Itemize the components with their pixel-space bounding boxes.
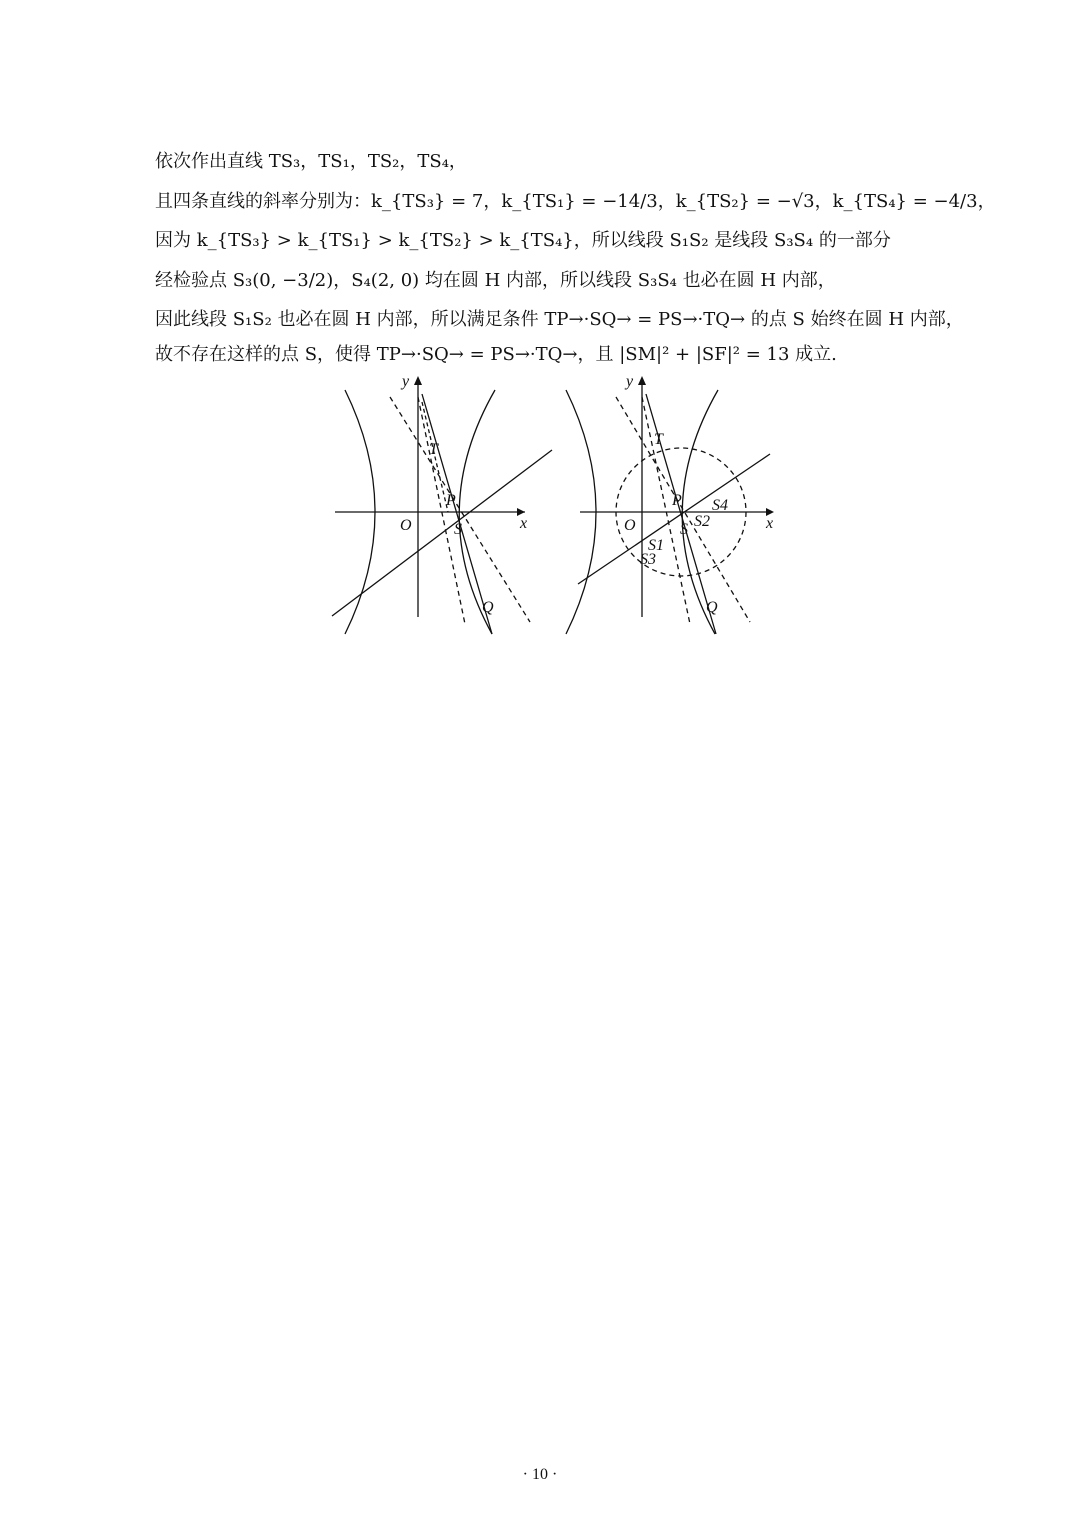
right-label-O: O [624, 517, 636, 534]
right-label-Q: Q [706, 599, 718, 616]
left-label-T: T [429, 441, 438, 458]
left-line-TQ [422, 394, 492, 634]
right-label-S1: S1 [648, 537, 664, 554]
left-dashed-line-1 [390, 397, 530, 622]
left-line-MP [332, 450, 552, 616]
text-line-4: 经检验点 S₃(0, −3/2)，S₄(2, 0) 均在圆 H 内部，所以线段 S₃S₄ 也必在圆 H 内部， [155, 270, 836, 291]
geometry-figure [330, 372, 790, 642]
right-label-P: P [672, 492, 682, 509]
left-diagram [332, 376, 552, 634]
right-label-S3: S3 [640, 551, 656, 568]
right-label-S: S [680, 521, 688, 538]
right-diagram [566, 376, 774, 634]
left-label-P: P [446, 492, 456, 509]
right-label-x: x [766, 515, 774, 532]
right-label-S2: S2 [694, 513, 710, 530]
left-label-y: y [402, 373, 410, 390]
left-y-arrow-icon [414, 376, 422, 385]
right-label-y: y [626, 373, 634, 390]
right-label-T: T [654, 431, 663, 448]
text-line-3: 因为 k_{TS₃} > k_{TS₁} > k_{TS₂} > k_{TS₄}，所以线段 S₁S₂ 是线段 S₃S₄ 的一部分 [155, 230, 891, 251]
left-dashed-line-2 [418, 397, 465, 624]
text-line-2: 且四条直线的斜率分别为：k_{TS₃} = 7，k_{TS₁} = −14/3，k_{TS₂} = −√3，k_{TS₄} = −4/3， [155, 191, 996, 212]
page-number: · 10 · [522, 1466, 558, 1483]
right-y-arrow-icon [638, 376, 646, 385]
left-label-O: O [400, 517, 412, 534]
right-line-MP [578, 454, 770, 584]
left-label-S: S [454, 521, 462, 538]
text-line-6: 故不存在这样的点 S，使得 TP→·SQ→ = PS→·TQ→，且 |SM|² + |SF|² = 13 成立. [155, 344, 837, 365]
right-label-S4: S4 [712, 497, 728, 514]
right-dashed-line-1 [616, 397, 750, 622]
text-line-1: 依次作出直线 TS₃，TS₁，TS₂，TS₄， [155, 151, 467, 172]
left-label-Q: Q [482, 599, 494, 616]
text-line-5: 因此线段 S₁S₂ 也必在圆 H 内部，所以满足条件 TP→·SQ→ = PS→·TQ→ 的点 S 始终在圆 H 内部， [155, 309, 964, 330]
left-label-x: x [520, 515, 528, 532]
